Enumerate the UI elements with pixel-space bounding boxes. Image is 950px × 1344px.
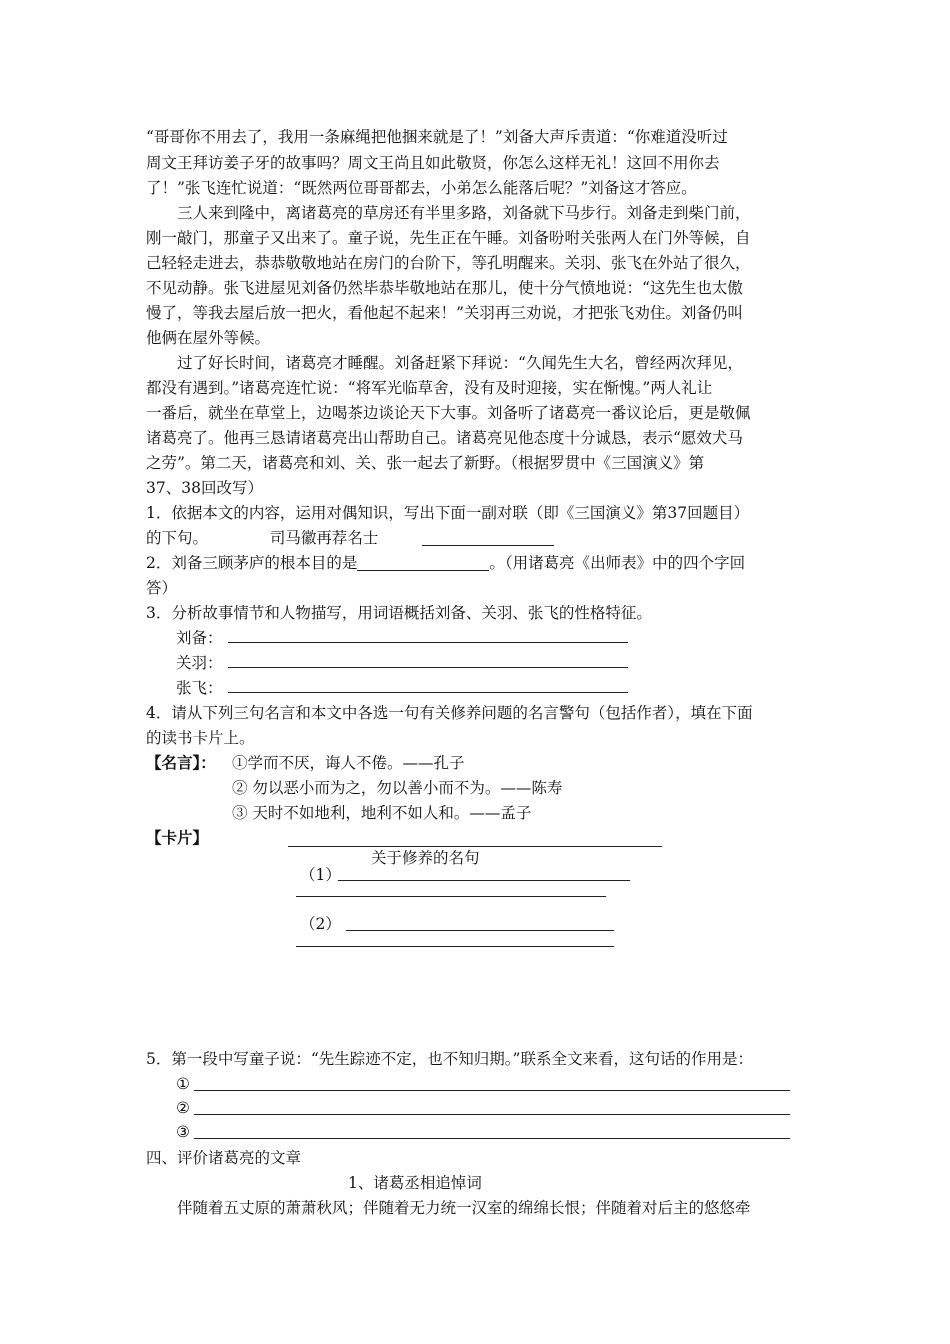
- section-heading: 四、评价诸葛亮的文章: [146, 1149, 302, 1167]
- card-item-label: （1）: [300, 866, 341, 884]
- story-line: 了！”张飞连忙说道：“既然两位哥哥都去，小弟怎么能落后呢？”刘备这才答应。: [146, 179, 697, 197]
- answer-mark: ③: [176, 1123, 190, 1141]
- answer-mark: ①: [176, 1075, 190, 1093]
- answer-label-liubei: 刘备：: [176, 629, 223, 647]
- couplet-first-line: 司马徽再荐名士: [269, 529, 379, 547]
- question-3: 3．分析故事情节和人物描写，用词语概括刘备、关羽、张飞的性格特征。: [146, 604, 652, 622]
- question-1: 1．依据本文的内容，运用对偶知识，写出下面一副对联（即《三国演义》第37回题目）: [146, 504, 750, 522]
- answer-label-zhangfei: 张飞：: [176, 679, 223, 697]
- story-line: 慢了，等我去屋后放一把火，看他起不起来！”关羽再三劝说，才把张飞劝住。刘备仍叫: [146, 304, 743, 322]
- answer-line-liubei[interactable]: [228, 642, 628, 643]
- quote-item: ② 勿以恶小而为之，勿以善小而不为。——陈寿: [232, 779, 563, 797]
- story-line: 都没有遇到。”诸葛亮连忙说：“将军光临草舍，没有及时迎接，实在惭愧。”两人礼让: [146, 379, 713, 397]
- couplet-answer-blank[interactable]: [422, 529, 554, 546]
- question-2-text: 2．刘备三顾茅庐的根本目的是: [146, 554, 358, 572]
- story-line: 不见动静。张飞进屋见刘备仍然毕恭毕敬地站在那儿，使十分气愤地说：“这先生也太傲: [146, 279, 743, 297]
- quote-item: ①学而不厌，诲人不倦。——孔子: [232, 754, 465, 772]
- story-line: 周文王拜访姜子牙的故事吗？周文王尚且如此敬贤，你怎么这样无礼！这回不用你去: [146, 154, 720, 172]
- story-line: 三人来到隆中，离诸葛亮的草房还有半里多路，刘备就下马步行。刘备走到柴门前，: [177, 204, 751, 222]
- article-text: 伴随着五丈原的萧萧秋风；伴随着无力统一汉室的绵绵长恨；伴随着对后主的悠悠牵: [177, 1199, 751, 1217]
- question-2: [146, 553, 745, 573]
- story-line: 刚一敲门，那童子又出来了。童子说，先生正在午睡。刘备吩咐关张两人在门外等候，自: [146, 229, 751, 247]
- story-line: 一番后，就坐在草堂上，边喝茶边谈论天下大事。刘备听了诸葛亮一番议论后，更是敬佩: [146, 404, 751, 422]
- question-2-cont: 答）: [146, 579, 178, 597]
- answer-mark: ②: [176, 1099, 190, 1117]
- question-2-hint: 。（用诸葛亮《出师表》中的四个字回: [489, 554, 746, 572]
- card-top-rule: [288, 846, 662, 847]
- answer-line-guanyu[interactable]: [228, 667, 628, 668]
- story-line: “哥哥你不用去了，我用一条麻绳把他捆来就是了！”刘备大声斥责道：“你难道没听过: [146, 128, 728, 146]
- q5-answer-line[interactable]: [194, 1114, 790, 1115]
- q5-answer-line[interactable]: [194, 1138, 790, 1139]
- question-4: 4．请从下列三句名言和本文中各选一句有关修养问题的名言警句（包括作者），填在下面: [146, 704, 753, 722]
- card-answer-line[interactable]: [346, 930, 614, 931]
- answer-label-guanyu: 关羽：: [176, 654, 223, 672]
- question-5: 5．第一段中写童子说：“先生踪迹不定，也不知归期。”联系全文来看，这句话的作用是：: [146, 1050, 753, 1068]
- question-2-blank[interactable]: [357, 554, 489, 571]
- story-line: 诸葛亮了。他再三恳请诸葛亮出山帮助自己。诸葛亮见他态度十分诚恳，表示“愿效犬马: [146, 429, 743, 447]
- card-label: 【卡片】: [146, 828, 209, 847]
- story-line: 之劳”。第二天，诸葛亮和刘、关、张一起去了新野。（根据罗贯中《三国演义》第: [146, 454, 705, 472]
- question-1-cont: [146, 528, 554, 548]
- story-line: 己轻轻走进去，恭恭敬敬地站在房门的台阶下，等孔明醒来。关羽、张飞在外站了很久，: [146, 254, 751, 272]
- quotes-label: 【名言】：: [146, 753, 216, 772]
- card-answer-line[interactable]: [296, 946, 614, 947]
- card-answer-line[interactable]: [338, 880, 630, 881]
- question-1-suffix: 的下句。: [146, 529, 209, 547]
- question-4-cont: 的读书卡片上。: [146, 729, 255, 747]
- card-item-label: （2）: [300, 915, 341, 933]
- answer-line-zhangfei[interactable]: [228, 692, 628, 693]
- quote-item: ③ 天时不如地利，地利不如人和。——孟子: [232, 804, 532, 822]
- story-line: 37、38回改写）: [146, 479, 263, 497]
- q5-answer-line[interactable]: [194, 1090, 790, 1091]
- card-title: 关于修养的名句: [371, 849, 480, 867]
- article-subtitle: 1、诸葛丞相追悼词: [348, 1174, 482, 1192]
- card-answer-line[interactable]: [296, 896, 606, 897]
- story-line: 过了好长时间，诸葛亮才睡醒。刘备赶紧下拜说：“久闻先生大名，曾经两次拜见，: [177, 354, 743, 372]
- story-line: 他俩在屋外等候。: [146, 329, 271, 347]
